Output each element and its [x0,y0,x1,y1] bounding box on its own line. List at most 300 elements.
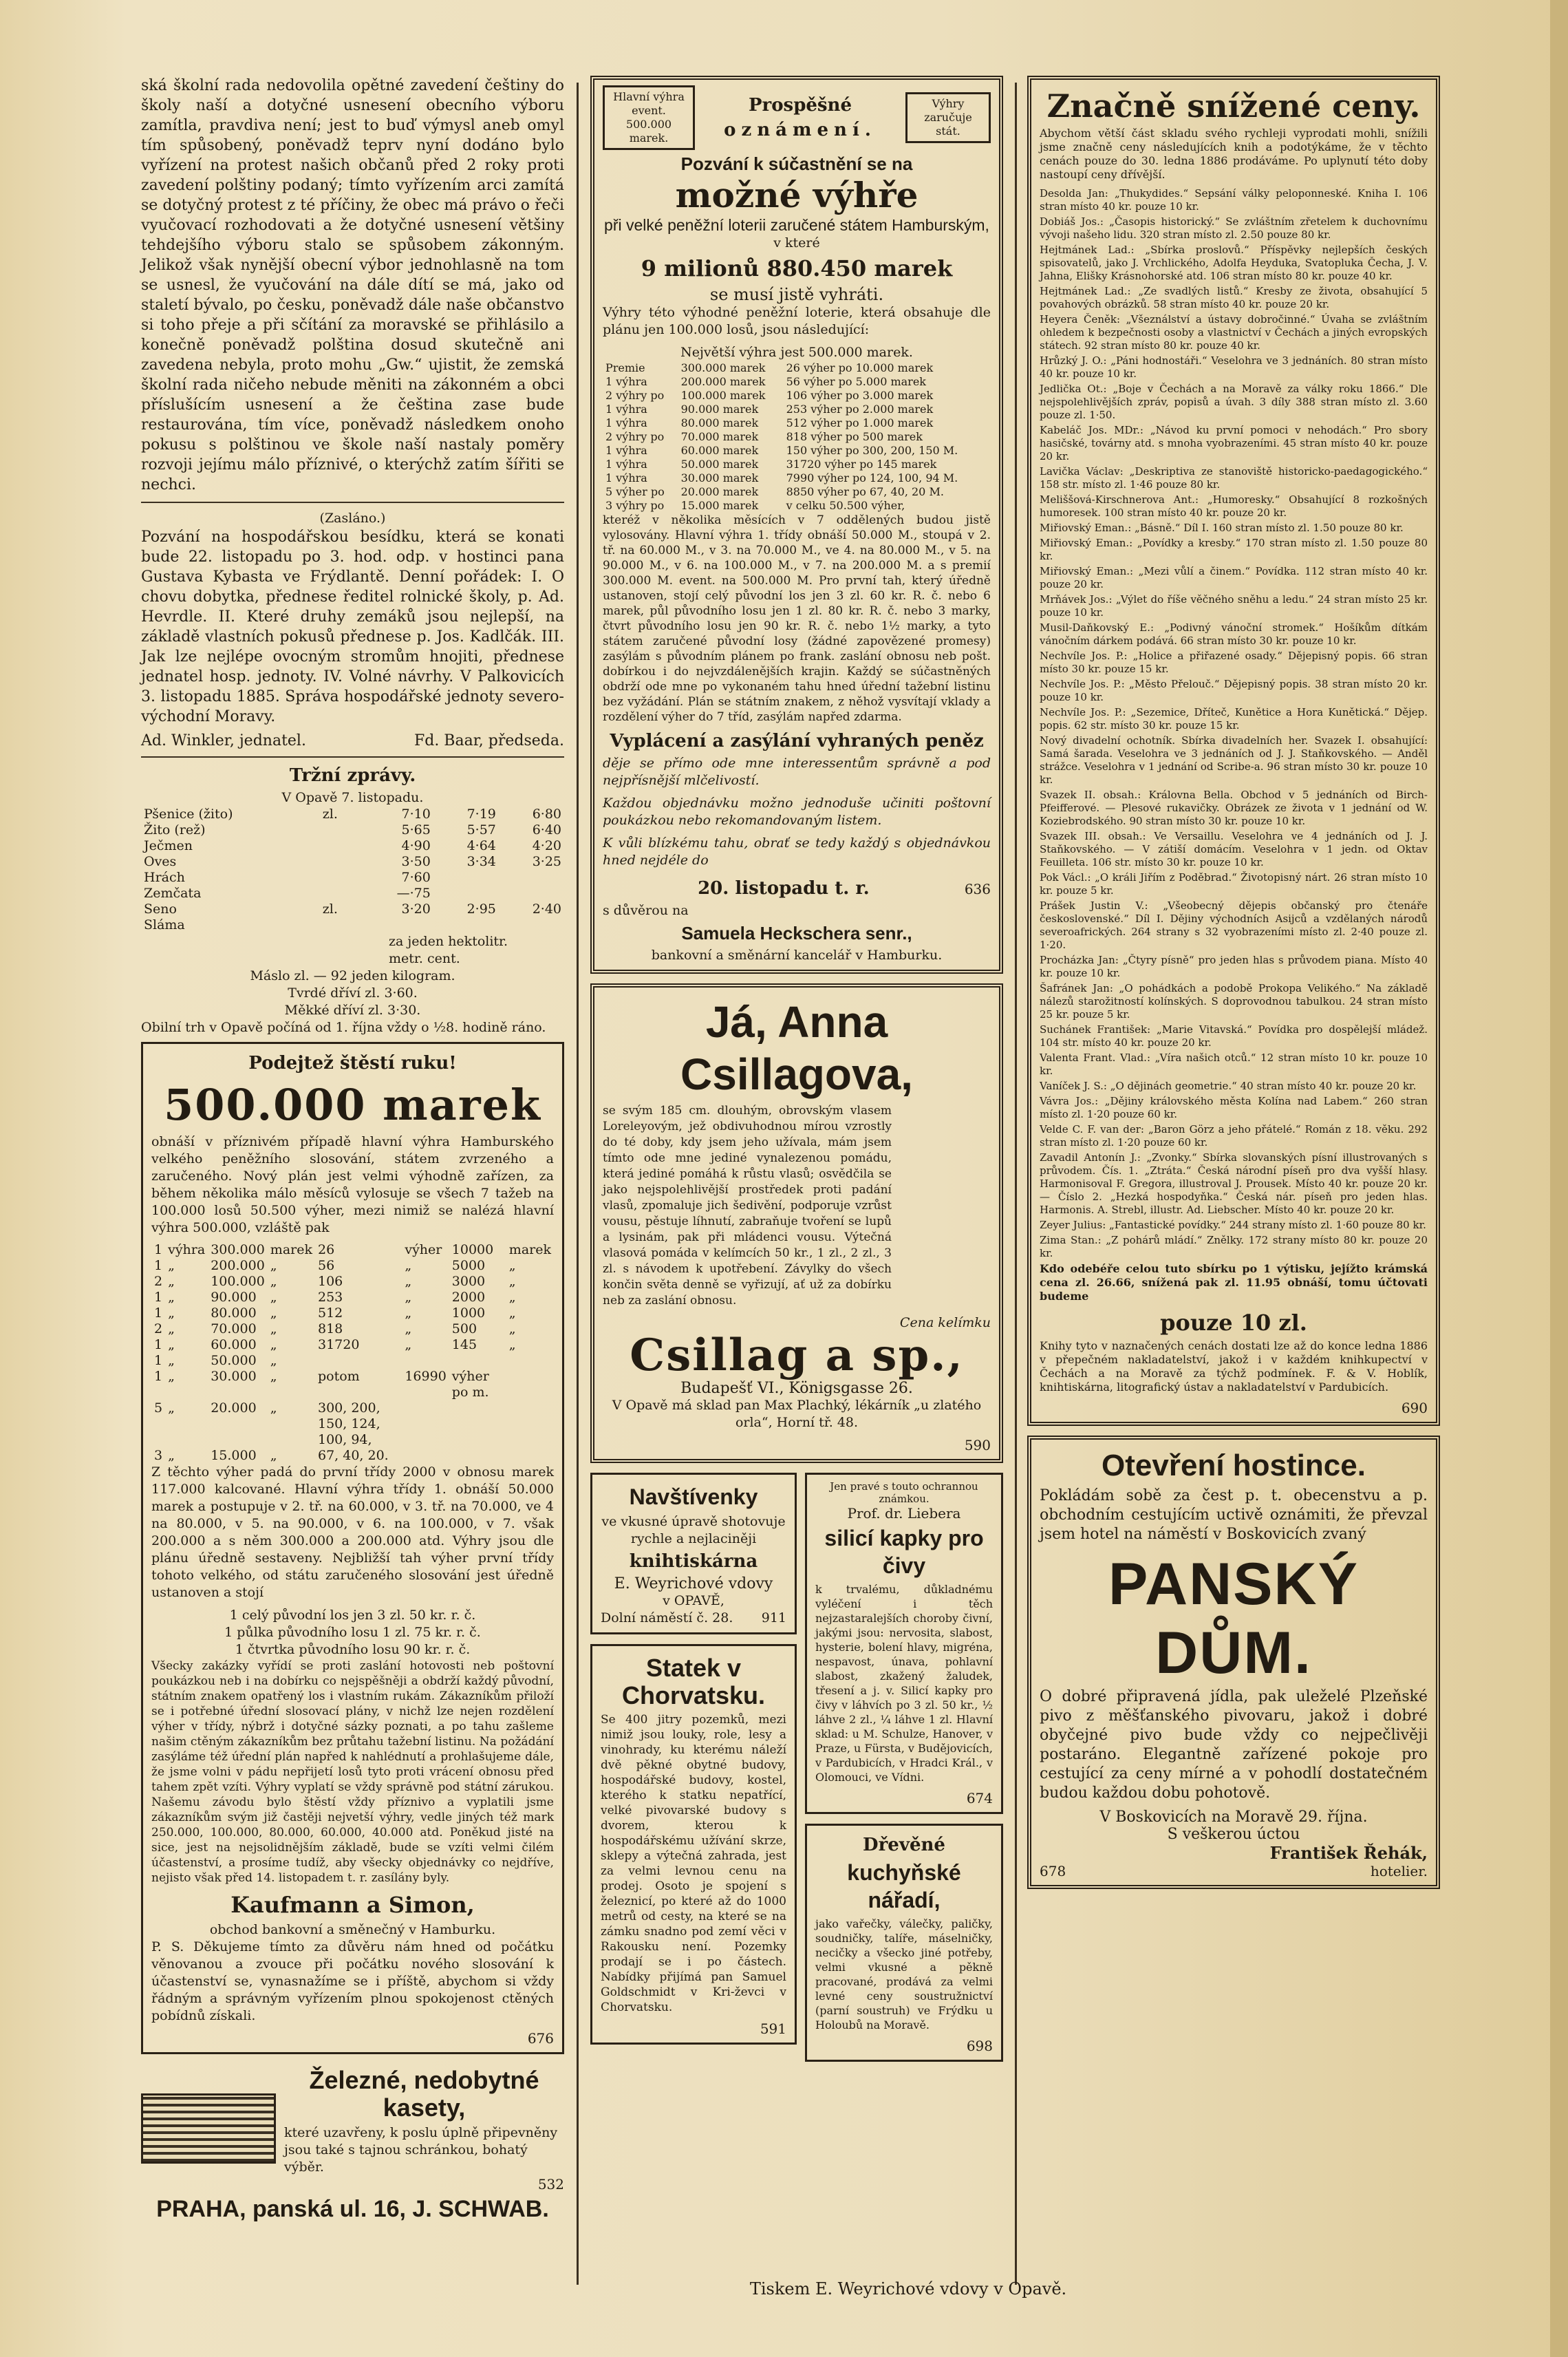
market-cell-unit [320,838,359,854]
ad-kaufmann-text2: Z těchto výher padá do první třídy 2000 v obnosu marek 117.000 kalcované. Hlavní výhra třídy 1. obnáší 50.000 marek a postupuje v 2. tř. na 60.000, v 3. tř. na 70.000, ve 4 na 80.000, v 5. na 90.000, v 6. na 100.000, v 7. však 200.000 a s něm 300.000 a 200.000 atd. Výhry jsou dle plánu úředně sestaveny. Nejbližší tah výher první třídy tohoto velkého, od státu zaručeného slosování jest úředně ustanoven a stojí [151,1464,554,1600]
prize-cell: „ [168,1337,175,1352]
zaslano-signatures [141,732,564,749]
prize-cell: marek [508,1242,551,1257]
prize-cell: 100.000 [211,1274,265,1289]
prize-cell [449,1448,506,1464]
book-entry: Kabeláč Jos. MDr.: „Návod ku první pomoci v nehodách.“ Pro sbory hasičské, továrny atd. s mnoha vyobrazeními. 45 stran místo 40 kr. pouze 20 kr. [1040,424,1428,462]
price-line: 1 celý původní los jen 3 zl. 50 kr. r. č. [229,1608,476,1623]
zaslano-label: (Zasláno.) [319,511,386,526]
book-entry: Valenta Frant. Vlad.: „Víra našich otců.“ 12 stran místo 10 kr. pouze 10 kr. [1040,1052,1428,1077]
prize-cell [506,1400,554,1448]
lottery-cell: 253 výher po 2.000 marek [786,403,934,416]
lottery-greatest: Největší výhra jest 500.000 marek. [680,345,913,360]
divider [141,502,564,503]
prize-row [151,1400,554,1448]
book-entry: Pok Václ.: „O králi Jiřím z Poděbrad.“ Životopisný nárt. 26 stran místo 10 kr. pouze 5 kr. [1040,871,1428,897]
ad-kasy [141,2064,564,2223]
prize-cell: „ [405,1305,412,1321]
prize-cell [402,1400,449,1448]
market-note-grain: za jeden hektolitr. [389,934,508,949]
hostinec-text2: O dobré připravená jídla, pak uleželé Plzeňské pivo z měšťanského pivovaru, jakož i dobré obyčejné pivo bude vždy co nejpečlivěji postaráno. Elegantně zařízené pokoje pro cestující za ceny mírné a v pohodlí dostatečném budou každou dobu pohotově. [1040,1688,1428,1802]
prize-row [151,1321,554,1337]
lottery-text2: kteréž v několika měsících v 7 oddělených budou jistě vylosovány. Hlavní výhra 1. třídy obnáší 50.000 M., stoupá v 2. tř. na 60.000 M., v 3. na 70.000 M., ve 4. na 80.000 M., v 5. na 90.000 M., v 6. na 100.000 M., v 7. na 200.000 M. a s premií 300.000 M. event. na 500.000 M. Pro první tah, který úředně ustanoven, stojí celý původní los jen 3 zl. 60 kr. R. č. nebo 6 marek, půl původního losu jen 1 zl. 80 kr. R. č. nebo 3 marky, čtvrt původního losu jen 90 kr. R. č. nebo 1½ marky, a tyto státem zaručené původní losy (žádné zapovězené promesy) zasýlám s původním plánem po frank. zaslání obnosu neb pošt. dobírkou i do nejvzdálenějších krajin. Každý se súčastněných obdrží ode mne po vykonaném tahu hned úřední tažební listinu bez vyžádání. Plán se státním znakem, z něhož vysvítají vklady a rozdělení výher do 7 tříd, zasýlám napřed zdarma. [603,513,991,724]
drevene-num: 698 [966,2038,993,2054]
lottery-invite: Pozvání k súčastnění se na [680,153,913,174]
market-cell-value: 2·40 [532,902,561,917]
book-entry: Zima Stan.: „Z pohárů mládí.“ Znělky. 172 strany místo 80 kr. pouze 20 kr. [1040,1234,1428,1259]
prize-cell: 15.000 [211,1448,257,1463]
navstivenky-title: Navštívenky [629,1484,758,1509]
book-entry: Jedlička Ot.: „Boje v Čechách a na Moravě za války roku 1866.“ Dle nejspolehlivějších zpráv, popisů a úvah. 3 díly 388 stran místo zl. 3.60 pouze zl. 1·50. [1040,383,1428,421]
market-cell-unit [320,870,359,886]
ad-drevene [805,1824,1003,2062]
prize-row [151,1369,554,1400]
column-1 [141,76,564,2226]
market-cell-value: 7·19 [466,807,496,822]
lottery-cell: 7990 výher po 124, 100, 94 M. [786,471,958,484]
hostinec-date: V Boskovicích na Moravě 29. října. [1099,1809,1368,1826]
lottery-cell: v celku 50.500 výher, [786,499,905,512]
prize-cell: 1 [154,1353,163,1368]
market-cell-value: 5·65 [401,822,431,838]
lottery-cell: 20.000 marek [680,485,759,498]
lottery-right-box: Výhry zaručuje stát. [905,92,991,143]
zaslano-text: Pozvání na hospodářskou besídku, která se konati bude 22. listopadu po 3. hod. odp. v hostinci pana Gustava Kybasta ve Frýdlantě. Denní pořádek: I. O chovu dobytka, přednese ředitel rolnické školy, p. Ad. Hevrdle. II. Které druhy zemáků jsou nejlepší, na základě vlastních pokusů přednese p. Jos. Kadlčák. III. Jak lze nejlépe ovocným stromům hnojiti, přednese jednatel hosp. jednoty. IV. Volné návrhy. V Palkovicích 3. listopadu 1885. Správa hospodářské jednoty severo-východní Moravy. [141,529,564,725]
market-cell-value: 6·80 [532,807,561,822]
prize-row [151,1353,554,1369]
prize-cell: „ [270,1400,277,1416]
lottery-cell: 15.000 marek [680,499,759,512]
prize-row [151,1305,554,1321]
navstivenky-addr: Dolní náměstí č. 28. [601,1610,733,1625]
prize-cell: 60.000 [211,1337,257,1352]
hostinec-num: 678 [1040,1863,1066,1879]
ad-kaufmann-prices [151,1607,554,1659]
prize-cell: 50.000 [211,1353,257,1368]
prize-cell: „ [508,1290,516,1305]
prize-cell: 200.000 [211,1258,265,1273]
market-cell-name: Ječmen [144,838,193,853]
market-row [141,902,564,917]
prize-cell: 56 [317,1258,335,1273]
market-cell-name: Zemčata [144,886,202,901]
price-line: 1 čtvrtka původního losu 90 kr. r. č. [235,1642,471,1657]
statek-title: Statek v Chorvatsku. [621,1654,766,1709]
prize-cell: výher [405,1242,442,1257]
market-maslo: Máslo zl. — 92 jeden kilogram. [250,968,455,983]
market-row [141,807,564,822]
prize-cell: 20.000 [211,1400,257,1416]
lottery-cell: 1 výhra [605,403,647,416]
lottery-cell: 818 výher po 500 marek [786,430,923,443]
hostinec-sign: František Řehák, [1269,1843,1428,1863]
lottery-text1: Výhry této výhodné peněžní loterie, která obsahuje dle plánu jen 100.000 losů, jsou následující: [603,305,991,337]
lottery-cell: 2 výhry po [605,430,665,443]
drevene-big: kuchyňské nářadí, [847,1860,961,1912]
prize-cell: 1 [154,1242,163,1257]
prize-cell: „ [168,1321,175,1336]
prize-cell: 70.000 [211,1321,257,1336]
prize-cell: „ [168,1290,175,1305]
ad-kasy-num: 532 [537,2176,564,2193]
prize-cell: „ [168,1369,175,1384]
prize-cell: „ [508,1305,516,1321]
signature-left: Ad. Winkler, jednatel. [141,732,306,749]
footer-imprint: Tiskem E. Weyrichové vdovy v Opavě. [749,2279,1067,2299]
ad-heckscher [590,76,1003,974]
market-title: Tržní zprávy. [289,765,416,786]
market-cell-name: Hrách [144,870,185,885]
prize-cell: „ [168,1400,175,1416]
lottery-row [603,389,991,403]
ad-kasy-title: Železné, nedobytné kasety, [309,2066,539,2122]
book-entry: Musil-Daňkovský E.: „Podivný vánoční stromek.“ Hošíkům dítkám vánočním dárkem podává. 66 stran místo 30 kr. pouze 10 kr. [1040,621,1428,647]
book-entry: Suchánek František: „Marie Vitavská.“ Povídka pro dospělejší mládež. 104 str. místo 40 kr. pouze 20 kr. [1040,1023,1428,1049]
prize-row [151,1337,554,1353]
ad-lieber [805,1473,1003,1814]
csillag-num: 590 [964,1437,991,1453]
lottery-cell: 30.000 marek [680,471,759,484]
ad-kaufmann-text: obnáší v příznivém případě hlavní výhra Hamburského velkého peněžního slosování, státem zvrzeného a zaručeného. Nový plán jest velmi výhodně zařízen, za během několika málo měsíců vylosuje se všech 7 tažeb na 100.000 losů 50.500 výher, mezi nimiž se nalézá hlavní výhra 500.000, vzláště pak [151,1134,554,1235]
prize-cell: „ [508,1321,516,1336]
prize-cell: „ [508,1274,516,1289]
prize-cell: 1 [154,1290,163,1305]
ad-kaufmann-firm-sub: obchod bankovní a směnečný v Hamburku. [209,1922,496,1937]
lottery-row [603,485,991,499]
market-cell-value [433,870,499,886]
market-cell-value [359,917,433,933]
prize-cell: 2 [154,1321,163,1336]
market-cell-unit [320,854,359,870]
prize-cell: výhra [168,1242,206,1257]
prize-cell: 106 [317,1274,343,1289]
lieber-prof: Prof. dr. Liebera [847,1505,961,1522]
book-entry: Svazek III. obsah.: Ve Versaillu. Veselohra ve 4 jednáních od J. J. Staňkovského. — V zátiší domácím. Veselohra v 1 jedn. od Oktav Feuilleta. 106 str. místo 30 kr. pouze 10 kr. [1040,830,1428,868]
books-title: Značně snížené ceny. [1046,87,1421,125]
page-edge [1550,0,1568,2357]
lottery-firm: Samuela Heckschera senr., [681,923,912,943]
prize-cell: potom [317,1369,360,1384]
col2-lower [590,1473,1003,2071]
ad-kaufmann-ps: P. S. Děkujeme tímto za důvěru nám hned od počátku věnovanou a zvouce při počátku nového slosování k účastenství se, vynasnažíme se i příště, abychom si vždy řádným a správným vyřízením plnou spokojenost ctěných pobídnů získali. [151,1939,554,2023]
lieber-top: Jen pravé s touto ochrannou známkou. [830,1480,978,1505]
prize-row [151,1290,554,1305]
market-cell-unit: zl. [322,807,338,822]
column-rule-left [577,83,579,2285]
prize-cell [506,1448,554,1464]
lottery-cell: 200.000 marek [680,375,766,388]
prize-cell: 16990 [405,1369,447,1384]
lottery-kterych: v které [773,235,820,250]
lottery-cell: 1 výhra [605,471,647,484]
prize-cell: „ [270,1290,277,1305]
prize-cell: 5 [154,1400,163,1416]
market-cell-value: 3·50 [401,854,431,869]
prize-cell: 10000 [451,1242,494,1257]
market-row [141,886,564,902]
prize-cell: „ [270,1369,277,1384]
lottery-musi: se musí jistě vyhráti. [709,285,884,304]
lottery-note2: K vůli blízkému tahu, obrať se tedy každý s objednávkou hned nejdéle do [603,835,991,868]
csillag-addr: Budapešť VI., Königsgasse 26. [680,1380,913,1397]
lottery-row [603,361,991,375]
lottery-row [603,375,991,389]
prize-cell: „ [168,1258,175,1273]
market-cell-value [433,886,499,902]
books-offer-text: Knihy tyto v naznačených cenách dostati lze až do konce ledna 1886 v přepečném nakladatelství, jakož i v každém knihkupectví v Čechách a na Moravě za týchž podmínek. F. & V. Hoblík, knihtiskárna, litografický ústav a nakladatelství v Pardubicích. [1040,1339,1428,1394]
prize-cell [402,1448,449,1464]
book-entry: Heyera Čeněk: „Všeználství a ústavy dobročinné.“ Úvaha se zvláštním ohledem k bezpečnosti osoby a vlastnictví v Čechách a jiných evropských státech. 92 stran místo 80 kr. pouze 40 kr. [1040,313,1428,352]
books-intro: Abychom větší část skladu svého rychleji vyprodati mohli, snížili jsme značně ceny následujících knih a podotýkáme, že v těchto cenách pouze do 30. ledna 1886 prodáváme. Po uplynutí této doby nastoupí ceny dřívější. [1040,127,1428,181]
book-entry: Hejtmánek Lad.: „Ze svadlých listů.“ Kresby ze života, obsahující 5 povahových obrázků. 58 stran místo 40 kr. pouze 20 kr. [1040,285,1428,310]
market-cell-value: 2·95 [466,902,496,917]
column-2 [590,76,1003,2071]
book-entry: Nechvíle Jos. P.: „Holice a přiřazené osady.“ Dějepisný popis. 66 stran místo 30 kr. pouze 15 kr. [1040,650,1428,675]
book-entry: Nechvíle Jos. P.: „Město Přelouč.“ Dějepisný popis. 38 stran místo 20 kr. pouze 10 kr. [1040,678,1428,703]
market-cell-value: 7·60 [401,870,431,885]
prize-cell: 1 [154,1369,163,1384]
book-entry: Meliššová-Kirschnerova Ant.: „Humoresky.“ Obsahující 8 rozkošných humoresek. 100 stran místo 40 kr. pouze 20 kr. [1040,493,1428,519]
prize-cell: marek [270,1242,312,1257]
prize-row [151,1448,554,1464]
market-cell-value: 4·90 [401,838,431,853]
ad-kaufmann-big: 500.000 marek [164,1080,541,1130]
prize-cell: „ [270,1274,277,1289]
book-entry: Desolda Jan: „Thukydides.“ Sepsání války peloponneské. Kniha I. 106 stran místo 40 kr. pouze 10 kr. [1040,187,1428,213]
prize-row [151,1258,554,1274]
signature-right: Fd. Baar, předseda. [414,732,564,749]
lottery-cell: 31720 výher po 145 marek [786,458,937,471]
market-cell-value: 4·64 [466,838,496,853]
prize-cell: 300, 200, 150, 124, 100, 94, [317,1400,380,1447]
ad-kaufmann [141,1042,564,2054]
market-row [141,822,564,838]
lottery-cell: 70.000 marek [680,430,759,443]
prize-cell: „ [270,1258,277,1273]
lieber-title: silicí kapky pro čivy [824,1526,984,1578]
prize-cell: „ [270,1353,277,1368]
prize-cell: 5000 [451,1258,486,1273]
navstivenky-text: ve vkusné úpravě shotovuje rychle a nejlaciněji [601,1514,786,1546]
prize-cell [506,1369,554,1400]
ad-csillag [590,983,1003,1463]
market-cell-unit: zl. [322,902,338,917]
ad-kasy-city: PRAHA, panská ul. 16, J. SCHWAB. [156,2196,549,2222]
hostinec-big: PANSKÝ DŮM. [1108,1551,1360,1686]
lottery-cell: 80.000 marek [680,416,759,429]
prize-cell: „ [405,1321,412,1336]
ad-kaufmann-num: 676 [527,2030,554,2047]
market-row [141,870,564,886]
prize-cell: 3 [154,1448,163,1463]
book-entry: Mrňávek Jos.: „Výlet do říše věčného sněhu a ledu.“ 24 stran místo 25 kr. pouze 10 kr. [1040,593,1428,619]
ad-kaufmann-top: Podejtež štěstí ruku! [248,1053,457,1074]
prize-cell: 3000 [451,1274,486,1289]
lottery-vyplaceni: Vyplácení a zasýlání vyhraných peněz [610,731,984,751]
market-cell-name: Sláma [144,917,185,932]
lottery-cell: 300.000 marek [680,361,766,374]
prize-cell: „ [168,1448,175,1463]
prize-cell: 512 [317,1305,343,1321]
market-cell-unit [320,917,359,933]
navstivenky-num: 911 [761,1610,786,1625]
drevene-text: jako vařečky, válečky, paličky, soudničky, talíře, máselničky, necičky a všecko jiné potřeby, velmi vkusné a pěkně pracované, prodává za velmi levné ceny soustružnictví (parní soustruh) ve Frýdku u Holoubů na Moravě. [815,1917,993,2031]
csillag-title: Já, Anna Csillagova, [680,997,913,1099]
lottery-row [603,430,991,444]
lottery-cell: 150 výher po 300, 200, 150 M. [786,444,958,457]
lottery-table [603,361,991,513]
lottery-cell: 50.000 marek [680,458,759,471]
ad-navstivenky [590,1473,797,1634]
prize-cell: 80.000 [211,1305,257,1321]
books-offer-num: 690 [1401,1400,1428,1416]
books-offer: Kdo odebéře celou tuto sbírku po 1 výtisku, jejížto krámská cena zl. 26.66, snížená pak zl. 11.95 obnáší, tomu účtovati budeme [1040,1262,1428,1303]
prize-cell: „ [168,1353,175,1368]
book-entry: Šafránek Jan: „O pohádkách a podobě Prokopa Velikého.“ Na základě nálezů starožitností kolínských. S doprovodnou tabulkou. 24 stran místo 25 kr. pouze 5 kr. [1040,982,1428,1021]
lottery-cell: 512 výher po 1.000 marek [786,416,934,429]
prize-cell: 67, 40, 20. [317,1448,389,1463]
market-cell-name: Seno [144,902,177,917]
col2-lower-left [590,1473,797,2071]
navstivenky-firm: E. Weyrichové vdovy [614,1575,773,1592]
hostinec-regards: S veškerou úctou [1167,1826,1300,1843]
prize-cell: 1 [154,1305,163,1321]
book-entry: Prášek Justin V.: „Všeobecný dějepis občanský pro čtenáře československé.“ Díl I. Dějiny východních Asijců a vzdělaných národů severoafrických. 264 strany s 32 vyobrazeními místo zl. 2·40 pouze zl. 1·20. [1040,899,1428,951]
market-cell-unit [320,886,359,902]
prize-cell: 2000 [451,1290,486,1305]
market-cell-name: Oves [144,854,177,869]
prize-cell: 31720 [317,1337,360,1352]
lottery-cell: 100.000 marek [680,389,766,402]
prize-cell: „ [405,1290,412,1305]
prize-cell: „ [168,1305,175,1321]
ad-kasy-text: které uzavřeny, k poslu úplně připevněny jsou také s tajnou schránkou, bohatý výběr. [284,2125,558,2175]
market-cell-unit [320,822,359,838]
prize-cell: „ [270,1305,277,1321]
book-entry: Zeyer Julius: „Fantastické povídky.“ 244 strany místo zl. 1·60 pouze 80 kr. [1040,1219,1426,1231]
drevene-title: Dřevěné [863,1835,945,1855]
lottery-top1: Prospěšné [748,95,852,116]
lottery-text3: děje se přímo ode mne interessentům správně a pod nejpřísnější mlčelivostí. [603,756,991,788]
column-rule-right [1015,83,1017,2285]
prize-cell: 1000 [451,1305,486,1321]
lottery-num: 636 [964,881,991,897]
lottery-cell: 2 výhry po [605,389,665,402]
lieber-num: 674 [966,1790,993,1806]
prize-cell [449,1400,506,1448]
prize-cell: „ [405,1274,412,1289]
prize-cell: 26 [317,1242,335,1257]
lottery-cell: 1 výhra [605,416,647,429]
lottery-cell: 3 výhry po [605,499,665,512]
hostinec-role: hotelier. [1370,1863,1428,1879]
lottery-row [603,458,991,471]
lottery-cell: 56 výher po 5.000 marek [786,375,926,388]
lottery-cell: 26 výher po 10.000 marek [786,361,934,374]
book-entry: Nechvíle Jos. P.: „Sezemice, Dříteč, Kunětice a Hora Kunětická.“ Dějep. popis. 62 str. místo 30 kr. pouze 15 kr. [1040,706,1428,732]
column-3 [1027,76,1440,1899]
books-list [1040,187,1428,1260]
hostinec-title: Otevření hostince. [1102,1449,1366,1482]
book-entry: Dobiáš Jos.: „Časopis historický.“ Se zvláštním zřetelem k duchovnímu vývoji našeho lidu. 320 stran místo zl. 2.50 pouze 80 kr. [1040,215,1428,241]
prize-cell [506,1353,554,1369]
ad-kaufmann-table [151,1242,554,1464]
prize-cell: „ [270,1337,277,1352]
market-row [141,838,564,854]
market-subtitle: V Opavě 7. listopadu. [281,790,424,805]
market-cell-value: 3·20 [401,902,431,917]
market-cell-value: 3·34 [466,854,496,869]
lottery-cell: 90.000 marek [680,403,759,416]
market-cell-value: 5·57 [466,822,496,838]
market-cell-value: 3·25 [532,854,561,869]
lottery-row [603,499,991,513]
book-entry: Hrůzký J. O.: „Páni hodnostáři.“ Veselohra ve 3 jednáních. 80 stran místo 40 kr. pouze 10 kr. [1040,354,1428,380]
prize-cell: „ [405,1258,412,1273]
market-table [141,807,564,933]
prize-cell: 818 [317,1321,343,1336]
article-text: ská školní rada nedovolila opětné zavedení češtiny do školy naší a dotyčné usnesení obecního výboru zamítla, pravdiva není; jest to buď výmysl aneb omyl tím spůsobený, poněvadž teprv nyní dodáno bylo vyřízení na protest našich občanů před 2 roky proti zavedení polštiny podaný; tímto vyřízením arci zamítá se dotyčný protest z té příčiny, že obec má právo o řeči vyučovací rozhodovati a že dotyčné usnesení většiny tehdejšího výboru stalo se spůsobem zákonným. Jelikož však nynější obecní výbor jednohlasně na tom se usnesl, že vyučování na dále dítí se má, jako od staletí bývalo, po česku, poněvadž dále naše občanstvo si toho přeje a při sčítání za moravské se přihlásilo a konečně poněvadž polština dosud skutečně ani zavedena nebyla, proto mohu „Gw.“ ujistit, že zemská školní rada ničeho nebude měniti na zákonném a obci příslušícím usnesení a že čeština zase bude restaurována, tím více, poněvadž následkem onoho pokusu s polštinou ve škole naší nastaly poměry rozvoji jejímu málo příznivé, o kterýchž zatím šířiti se nechci. [141,77,564,493]
lottery-sub: při velké peněžní loterii zaručené státem Hamburským, [604,216,989,234]
lieber-text: k trvalému, důkladnému vyléčení i těch nejzastaralejších choroby čivní, jakými jsou: nervosita, slabost, hysterie, bolení hlavy, migréna, nespavost, únava, pohlavní slabost, zkažený žaludek, třesení a j. v. Silicí kapky pro čivy v láhvích po 3 zl. 50 kr., ½ láhve 2 zl., ¼ láhve 1 zl. Hlavní sklad: u M. Schulze, Hanover, v Praze, u Fürsta, v Budějovicích, v Pardubicích, v Hradci Král., v Olomouci, ve Vídni. [815,1583,993,1784]
statek-text: Se 400 jitry pozemků, mezi nimiž jsou louky, role, lesy a vinohrady, ku kterému náleží dvě pěkné obytné budovy, hospodářské budovy, kostel, kterého k statku nepatřící, velké pivovarské budovy s dvorem, kterou k hospodářskému užívání skrze, sklepy a výtečná zahrada, jest za velmi levnou cenu na prodej. Osoto je spojení s železnicí, po které až do 1000 metrů od cesty, na které se na zámku snadno pod zemí věci v Rakousku není. Pozemky prodají se i po částech. Nabídky přijímá pan Samuel Goldschmidt v Kri-ževci v Chorvatsku. [601,1713,786,2014]
book-entry: Velde C. F. van der: „Baron Görz a jeho přátelé.“ Román z 18. věku. 292 stran místo zl. 1·20 pouze 60 kr. [1040,1123,1428,1149]
prize-cell [315,1353,402,1369]
ad-hostinec [1027,1436,1440,1889]
market-cell-value: 7·10 [401,807,431,822]
book-entry: Miřiovský Eman.: „Básně.“ Díl I. 160 stran místo zl. 1.50 pouze 80 kr. [1040,522,1404,534]
col2-lower-right [805,1473,1003,2071]
navstivenky-city: v OPAVĚ, [663,1593,724,1608]
lottery-note1: Každou objednávku možno jednoduše učiniti poštovní poukázkou nebo rekomandovaným listem. [603,796,991,828]
market-cell-value [499,886,564,902]
prize-cell: „ [168,1274,175,1289]
book-entry: Lavička Václav: „Deskriptiva ze stanoviště historicko-paedagogického.“ 158 str. místo zl. 1·46 pouze 80 kr. [1040,465,1428,491]
book-entry: Vaníček J. S.: „O dějinách geometrie.“ 40 stran místo 40 kr. pouze 20 kr. [1040,1080,1417,1092]
book-entry: Svazek II. obsah.: Královna Bella. Obchod v 5 jednáních od Birch-Pfeifferové. — Plesové rukavičky. Obrázek ze života v 1 jednání od W. Koziebrodského. 90 stran místo 30 kr. pouze 10 kr. [1040,789,1428,827]
prize-cell: „ [405,1337,412,1352]
market-cell-value [499,917,564,933]
market-cell-value [499,870,564,886]
prize-cell: „ [508,1258,516,1273]
lottery-duver: s důvěrou na [603,903,689,918]
lottery-row [603,444,991,458]
market-tvrde: Tvrdé dříví zl. 3·60. [288,985,418,1001]
market-note-hay: metr. cent. [389,951,460,966]
ad-statek [590,1644,797,2045]
book-entry: Procházka Jan: „Čtyry písně“ pro jeden hlas s průvodem piana. Místo 40 kr. pouze 10 kr. [1040,954,1428,979]
prize-cell [449,1353,506,1369]
market-cell-value [433,917,499,933]
market-cell-value: 4·20 [532,838,561,853]
lottery-cell: 5 výher po [605,485,665,498]
market-trh: Obilní trh v Opavě počíná od 1. října vždy o ½8. hodině ráno. [141,1020,546,1035]
lottery-cell: 106 výher po 3.000 marek [786,389,934,402]
prize-row [151,1242,554,1258]
prize-cell [402,1353,449,1369]
lottery-top2: oznámení. [724,120,877,140]
prize-cell: „ [270,1448,277,1463]
csillag-firm: Csillag a sp., [630,1330,964,1381]
statek-num: 591 [760,2020,786,2037]
csillag-cena: Cena kelímku [899,1315,991,1330]
lottery-million: 9 milionů 880.450 marek [641,255,953,281]
lottery-date: 20. listopadu t. r. [698,878,870,899]
market-cell-name: Žito (rež) [144,822,206,838]
lottery-firm-sub: bankovní a směnární kancelář v Hamburku. [651,948,943,963]
lottery-cell: 1 výhra [605,458,647,471]
ad-books [1027,76,1440,1426]
